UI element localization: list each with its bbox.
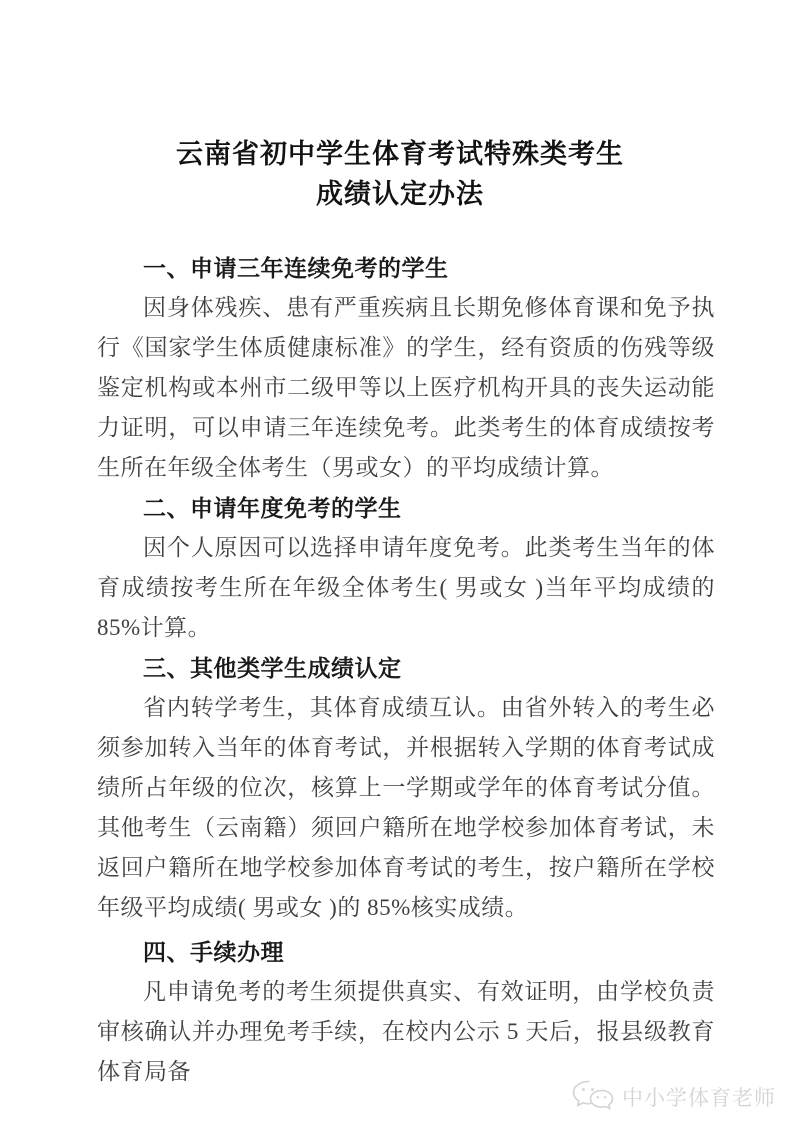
section-1	[97, 248, 715, 488]
document-title	[0, 0, 800, 214]
section-4	[97, 932, 715, 1092]
watermark-label: 中小学体育老师	[622, 1086, 776, 1110]
watermark	[571, 1080, 776, 1113]
section-2-heading: 二、申请年度免考的学生	[143, 495, 402, 521]
section-1-heading: 一、申请三年连续免考的学生	[143, 255, 449, 281]
wechat-icon	[571, 1080, 615, 1113]
section-4-paragraph: 凡申请免考的考生须提供真实、有效证明，由学校负责审核确认并办理免考手续，在校内公示 5 天后，报县级教育体育局备	[97, 979, 715, 1084]
document-body	[97, 248, 715, 1092]
section-4-heading: 四、手续办理	[143, 939, 284, 965]
title-line-1: 云南省初中学生体育考试特殊类考生	[176, 139, 624, 169]
section-2-paragraph: 因个人原因可以选择申请年度免考。此类考生当年的体育成绩按考生所在年级全体考生( 男或女 )当年平均成绩的 85%计算。	[97, 535, 715, 640]
section-3-heading: 三、其他类学生成绩认定	[143, 655, 402, 681]
section-2	[97, 488, 715, 648]
section-3	[97, 648, 715, 928]
section-1-paragraph: 因身体残疾、患有严重疾病且长期免修体育课和免予执行《国家学生体质健康标准》的学生，经有资质的伤残等级鉴定机构或本州市二级甲等以上医疗机构开具的丧失运动能力证明，可以申请三年连续免考。此类考生的体育成绩按考生所在年级全体考生（男或女）的平均成绩计算。	[97, 295, 715, 480]
section-3-paragraph: 省内转学考生，其体育成绩互认。由省外转入的考生必须参加转入当年的体育考试，并根据转入学期的体育考试成绩所占年级的位次，核算上一学期或学年的体育考试分值。其他考生（云南籍）须回户籍所在地学校参加体育考试，未返回户籍所在地学校参加体育考试的考生，按户籍所在学校年级平均成绩( 男或女 )的 85%核实成绩。	[97, 695, 715, 920]
title-line-2: 成绩认定办法	[316, 179, 484, 209]
